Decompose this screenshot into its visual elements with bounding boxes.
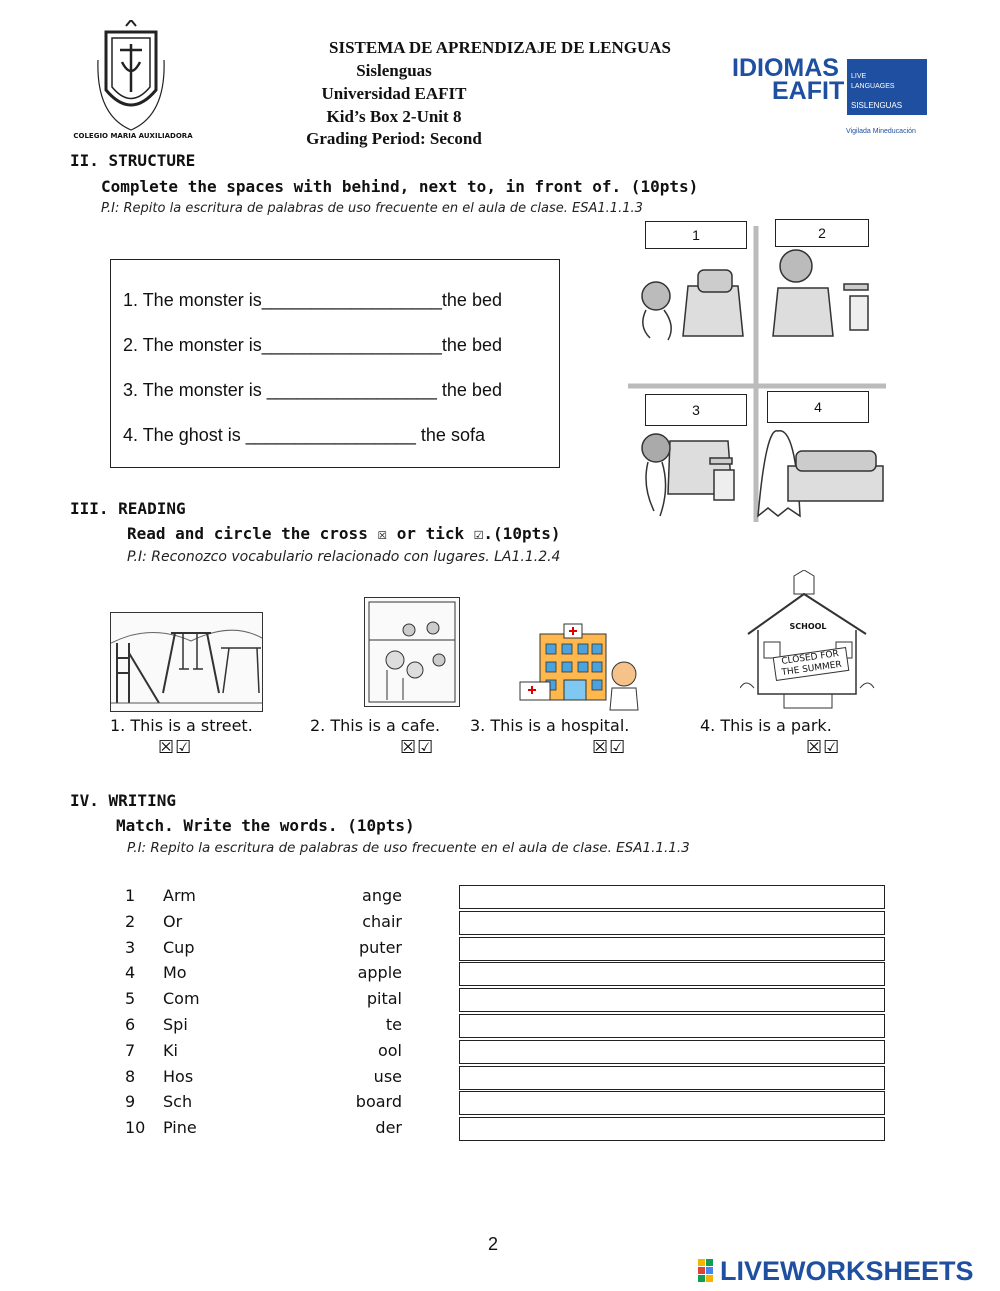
word-row-left: Spi bbox=[163, 1015, 188, 1034]
word-row-right: puter bbox=[359, 937, 402, 957]
word-row-left: Sch bbox=[163, 1092, 193, 1112]
idiomas-eafit-logo bbox=[732, 56, 932, 140]
reading-options-3[interactable]: ☒☑ bbox=[592, 737, 627, 758]
header-line-1: SISTEMA DE APRENDIZAJE DE LENGUAS bbox=[329, 38, 671, 57]
writing-instruction: Match. Write the words. (10pts) bbox=[116, 816, 415, 835]
answer-box[interactable] bbox=[459, 911, 885, 935]
reading-options-2[interactable]: ☒☑ bbox=[400, 737, 435, 758]
word-row-number: 8 bbox=[125, 1066, 136, 1086]
reading-instruction: Read and circle the cross ☒ or tick ☑.(10pts) bbox=[127, 524, 561, 543]
school-sign: SCHOOL bbox=[789, 622, 827, 631]
structure-instruction: Complete the spaces with behind, next to, in front of. (10pts) bbox=[101, 177, 699, 196]
logo-line-2: EAFIT bbox=[772, 77, 845, 105]
word-row-left: Pine bbox=[163, 1118, 197, 1138]
answer-box[interactable] bbox=[459, 937, 885, 961]
answer-box[interactable] bbox=[459, 988, 885, 1012]
reading-caption-2: 2. This is a cafe. bbox=[310, 716, 441, 735]
word-row-left: Arm bbox=[163, 886, 196, 905]
word-row-right: ool bbox=[377, 1040, 402, 1060]
reading-caption-1: 1. This is a street. bbox=[110, 716, 253, 735]
reading-options-1[interactable]: ☒☑ bbox=[158, 737, 193, 758]
writing-title: IV. WRITING bbox=[70, 791, 176, 810]
answer-box[interactable] bbox=[459, 1066, 885, 1090]
reading-caption-4: 4. This is a park. bbox=[700, 716, 832, 735]
liveworksheets-brand: LIVEWORKSHEETS bbox=[720, 1256, 974, 1286]
page-number: 2 bbox=[488, 1234, 499, 1254]
word-row-right: apple bbox=[357, 963, 402, 983]
logo-line-1: IDIOMAS bbox=[732, 54, 839, 82]
reading-title: III. READING bbox=[70, 499, 186, 518]
word-row-number: 5 bbox=[125, 989, 136, 1009]
answer-box[interactable] bbox=[459, 962, 885, 986]
liveworksheets-logo bbox=[696, 1256, 996, 1286]
closed-sign: CLOSED FOR THE SUMMER bbox=[773, 647, 850, 681]
header-line-5: Grading Period: Second bbox=[306, 129, 482, 148]
structure-sentence-1: 1. The monster is__________________the bed bbox=[123, 290, 502, 310]
header-line-2: Sislenguas bbox=[356, 61, 432, 80]
reading-caption-3: 3. This is a hospital. bbox=[470, 716, 630, 735]
picture-label-3: 3 bbox=[645, 394, 747, 426]
word-row-number: 4 bbox=[125, 963, 136, 983]
structure-title: II. STRUCTURE bbox=[70, 151, 196, 170]
writing-pi: P.I: Repito la escritura de palabras de uso frecuente en el aula de clase. ESA1.1.1.3 bbox=[127, 840, 690, 856]
logo-tag-2: LANGUAGES bbox=[851, 83, 895, 90]
word-row-right: use bbox=[373, 1066, 402, 1086]
park-picture bbox=[110, 612, 263, 712]
picture-label-2: 2 bbox=[775, 219, 869, 247]
answer-box[interactable] bbox=[459, 1117, 885, 1141]
word-row-right: chair bbox=[362, 911, 402, 931]
structure-sentence-4: 4. The ghost is _________________ the sofa bbox=[123, 425, 485, 445]
word-row-number: 9 bbox=[125, 1092, 136, 1112]
logo-tag-3: SISLENGUAS bbox=[851, 101, 903, 110]
word-row-left: Or bbox=[163, 911, 183, 931]
answer-box[interactable] bbox=[459, 1040, 885, 1064]
pet-shop-picture bbox=[364, 597, 460, 707]
word-row-right: ange bbox=[362, 886, 402, 905]
word-row-left: Cup bbox=[163, 937, 195, 957]
word-row-left: Hos bbox=[163, 1066, 194, 1086]
structure-pi: P.I: Repito la escritura de palabras de uso frecuente en el aula de clase. ESA1.1.1.3 bbox=[101, 201, 643, 216]
logo-subtitle: Vigilada Mineducación bbox=[846, 128, 916, 135]
picture-label-1: 1 bbox=[645, 221, 747, 249]
word-row-right: pital bbox=[366, 989, 402, 1009]
word-row-right: board bbox=[355, 1092, 402, 1112]
word-row-right: der bbox=[375, 1118, 402, 1138]
school-seal bbox=[76, 20, 186, 140]
word-row-number: 1 bbox=[125, 886, 136, 905]
answer-box[interactable] bbox=[459, 885, 885, 909]
reading-options-4[interactable]: ☒☑ bbox=[806, 737, 841, 758]
structure-sentence-2: 2. The monster is__________________the bed bbox=[123, 335, 502, 355]
word-row-number: 7 bbox=[125, 1040, 136, 1060]
seal-text: COLEGIO MARIA AUXILIADORA bbox=[73, 132, 193, 140]
word-row-left: Com bbox=[163, 989, 200, 1009]
school-picture bbox=[740, 570, 876, 712]
hospital-picture bbox=[518, 622, 644, 712]
answer-box[interactable] bbox=[459, 1014, 885, 1038]
word-row-number: 3 bbox=[125, 937, 136, 957]
word-row-left: Ki bbox=[163, 1040, 178, 1060]
header-line-4: Kid’s Box 2-Unit 8 bbox=[326, 107, 462, 126]
header-line-3: Universidad EAFIT bbox=[321, 84, 467, 103]
structure-sentences-box bbox=[110, 259, 560, 468]
picture-label-4: 4 bbox=[767, 391, 869, 423]
structure-sentence-3: 3. The monster is _________________ the bed bbox=[123, 380, 502, 400]
reading-pi: P.I: Reconozco vocabulario relacionado con lugares. LA1.1.2.4 bbox=[127, 549, 561, 565]
word-row-number: 6 bbox=[125, 1015, 136, 1034]
word-row-left: Mo bbox=[163, 963, 187, 983]
monster-picture-grid bbox=[628, 226, 886, 522]
logo-tag-1: LIVE bbox=[851, 73, 867, 80]
word-row-number: 10 bbox=[125, 1118, 146, 1138]
word-row-number: 2 bbox=[125, 911, 136, 931]
answer-box[interactable] bbox=[459, 1091, 885, 1115]
logo-badge bbox=[847, 59, 927, 115]
word-row-right: te bbox=[385, 1015, 402, 1034]
